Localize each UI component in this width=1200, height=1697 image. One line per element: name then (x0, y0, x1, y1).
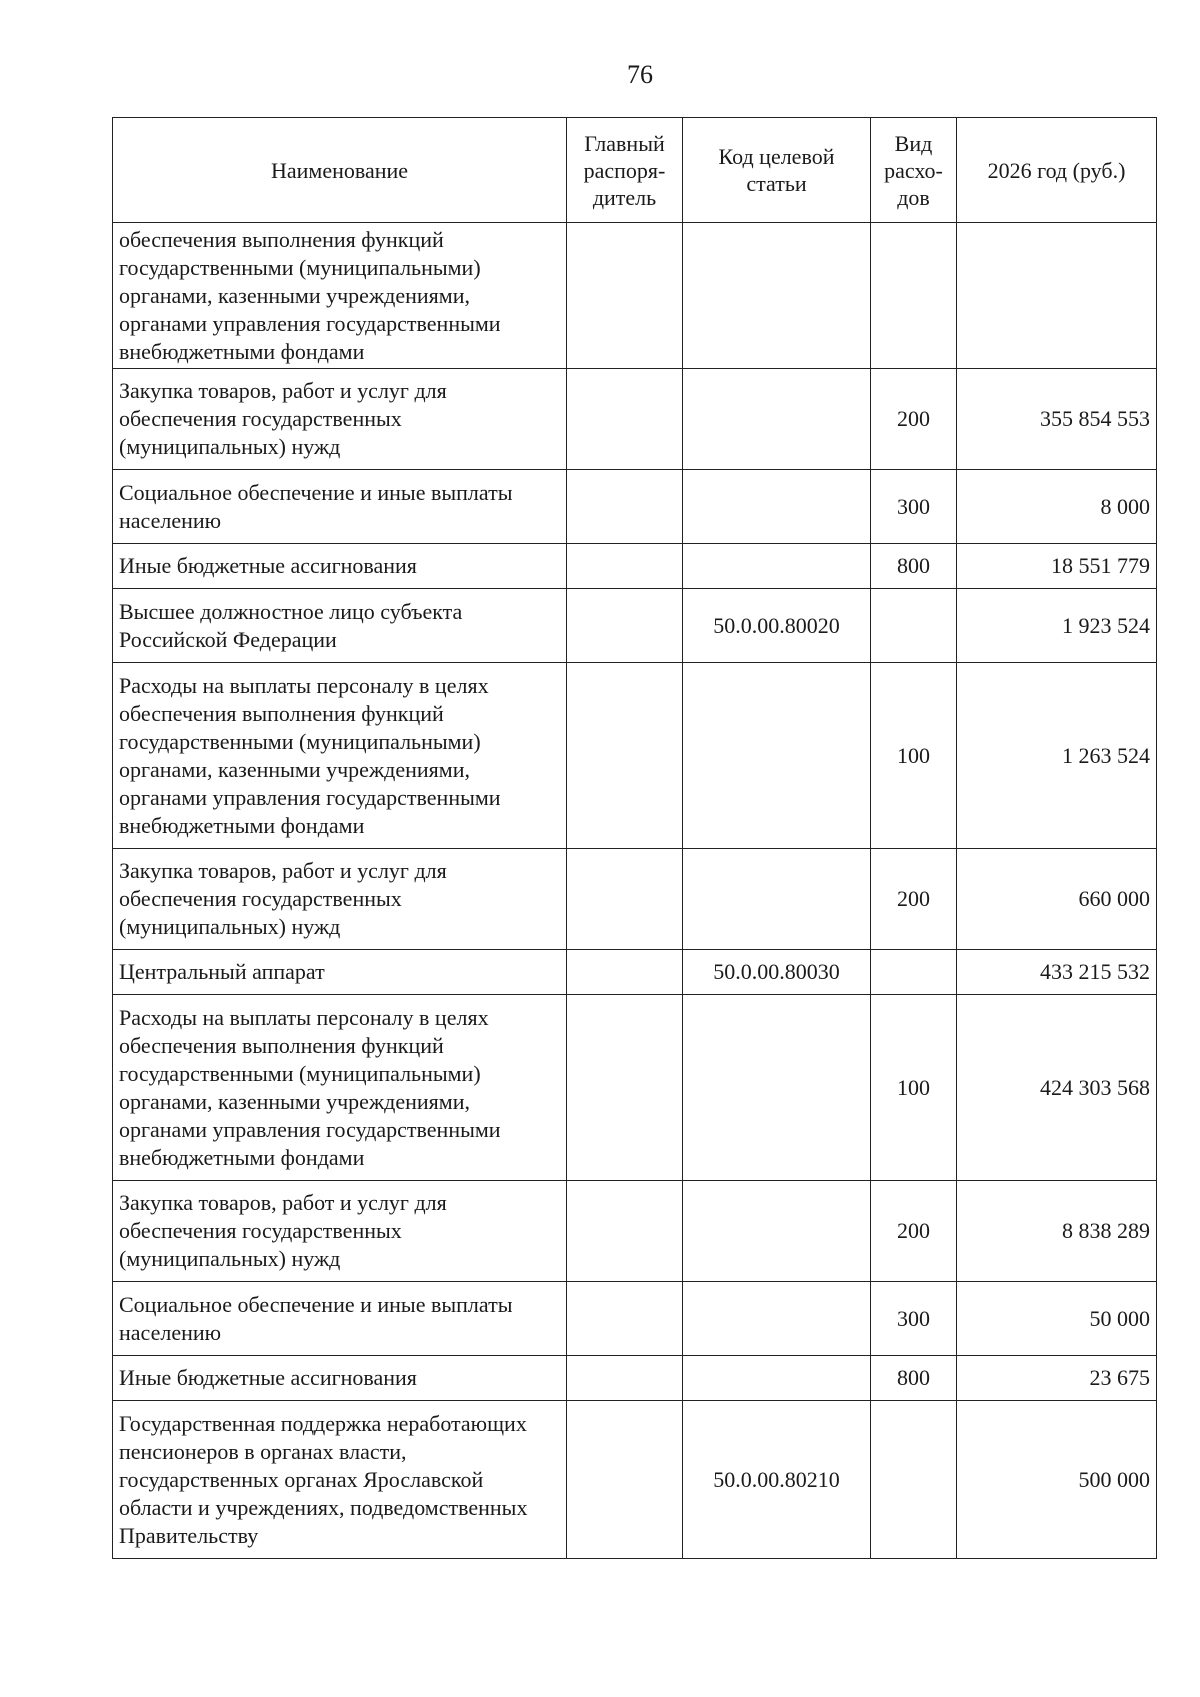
row-target-code (683, 544, 871, 589)
table-row (113, 589, 1157, 663)
row-target-code (683, 369, 871, 470)
row-name: Расходы на выплаты персоналу в целях обеспечения выполнения функций государственными (муниципальными) органами, казенными учреждениями, органами управления государственными внебюджетными фондами (113, 995, 567, 1181)
row-main-manager (567, 544, 683, 589)
header-target-code: Код целевой статьи (683, 118, 871, 223)
row-name: обеспечения выполнения функций государственными (муниципальными) органами, казенными учреждениями, органами управления государственными внебюджетными фондами (113, 223, 567, 369)
row-amount: 424 303 568 (957, 995, 1157, 1181)
budget-table (112, 117, 1157, 1559)
row-main-manager (567, 1282, 683, 1356)
row-target-code (683, 223, 871, 369)
table-row (113, 849, 1157, 950)
row-main-manager (567, 589, 683, 663)
row-expense-kind (871, 589, 957, 663)
row-target-code: 50.0.00.80030 (683, 950, 871, 995)
row-main-manager (567, 950, 683, 995)
header-name: Наименование (113, 118, 567, 223)
table-header-row (113, 118, 1157, 223)
row-target-code (683, 470, 871, 544)
row-name: Расходы на выплаты персоналу в целях обеспечения выполнения функций государственными (муниципальными) органами, казенными учреждениями, органами управления государственными внебюджетными фондами (113, 663, 567, 849)
table-row (113, 1181, 1157, 1282)
row-expense-kind: 200 (871, 1181, 957, 1282)
row-expense-kind: 300 (871, 470, 957, 544)
row-main-manager (567, 369, 683, 470)
table-row (113, 1282, 1157, 1356)
row-name: Закупка товаров, работ и услуг для обеспечения государственных (муниципальных) нужд (113, 1181, 567, 1282)
row-target-code (683, 1282, 871, 1356)
row-amount: 433 215 532 (957, 950, 1157, 995)
row-name: Центральный аппарат (113, 950, 567, 995)
row-target-code (683, 1356, 871, 1401)
row-name: Социальное обеспечение и иные выплаты населению (113, 470, 567, 544)
table-row (113, 1401, 1157, 1559)
table-row (113, 223, 1157, 369)
row-target-code (683, 1181, 871, 1282)
row-amount (957, 223, 1157, 369)
row-name: Иные бюджетные ассигнования (113, 544, 567, 589)
table-row (113, 995, 1157, 1181)
table-row (113, 950, 1157, 995)
row-expense-kind: 100 (871, 663, 957, 849)
row-target-code (683, 995, 871, 1181)
table-row (113, 470, 1157, 544)
header-expense-kind: Вид расхо-дов (871, 118, 957, 223)
table-row (113, 544, 1157, 589)
row-main-manager (567, 1401, 683, 1559)
row-main-manager (567, 849, 683, 950)
row-expense-kind: 300 (871, 1282, 957, 1356)
row-amount: 355 854 553 (957, 369, 1157, 470)
row-expense-kind: 200 (871, 849, 957, 950)
table-row (113, 1356, 1157, 1401)
row-expense-kind (871, 223, 957, 369)
row-target-code: 50.0.00.80020 (683, 589, 871, 663)
row-expense-kind: 100 (871, 995, 957, 1181)
row-amount: 1 263 524 (957, 663, 1157, 849)
row-target-code: 50.0.00.80210 (683, 1401, 871, 1559)
row-main-manager (567, 223, 683, 369)
row-target-code (683, 849, 871, 950)
page-number: 76 (627, 60, 653, 89)
row-name: Иные бюджетные ассигнования (113, 1356, 567, 1401)
row-amount: 18 551 779 (957, 544, 1157, 589)
row-main-manager (567, 995, 683, 1181)
row-main-manager (567, 663, 683, 849)
row-amount: 8 838 289 (957, 1181, 1157, 1282)
row-name: Высшее должностное лицо субъекта Российской Федерации (113, 589, 567, 663)
row-expense-kind: 200 (871, 369, 957, 470)
row-main-manager (567, 470, 683, 544)
header-main-manager: Главный распоря-дитель (567, 118, 683, 223)
row-expense-kind (871, 950, 957, 995)
row-amount: 1 923 524 (957, 589, 1157, 663)
row-main-manager (567, 1181, 683, 1282)
row-amount: 50 000 (957, 1282, 1157, 1356)
header-amount-2026: 2026 год (руб.) (957, 118, 1157, 223)
row-main-manager (567, 1356, 683, 1401)
row-expense-kind (871, 1401, 957, 1559)
row-name: Закупка товаров, работ и услуг для обеспечения государственных (муниципальных) нужд (113, 369, 567, 470)
row-amount: 660 000 (957, 849, 1157, 950)
table-row (113, 369, 1157, 470)
table-row (113, 663, 1157, 849)
row-name: Государственная поддержка неработающих пенсионеров в органах власти, государственных органах Ярославской области и учреждениях, подведомственных Правительству (113, 1401, 567, 1559)
row-amount: 23 675 (957, 1356, 1157, 1401)
row-expense-kind: 800 (871, 544, 957, 589)
row-amount: 8 000 (957, 470, 1157, 544)
row-target-code (683, 663, 871, 849)
row-name: Закупка товаров, работ и услуг для обеспечения государственных (муниципальных) нужд (113, 849, 567, 950)
row-amount: 500 000 (957, 1401, 1157, 1559)
row-name: Социальное обеспечение и иные выплаты населению (113, 1282, 567, 1356)
row-expense-kind: 800 (871, 1356, 957, 1401)
